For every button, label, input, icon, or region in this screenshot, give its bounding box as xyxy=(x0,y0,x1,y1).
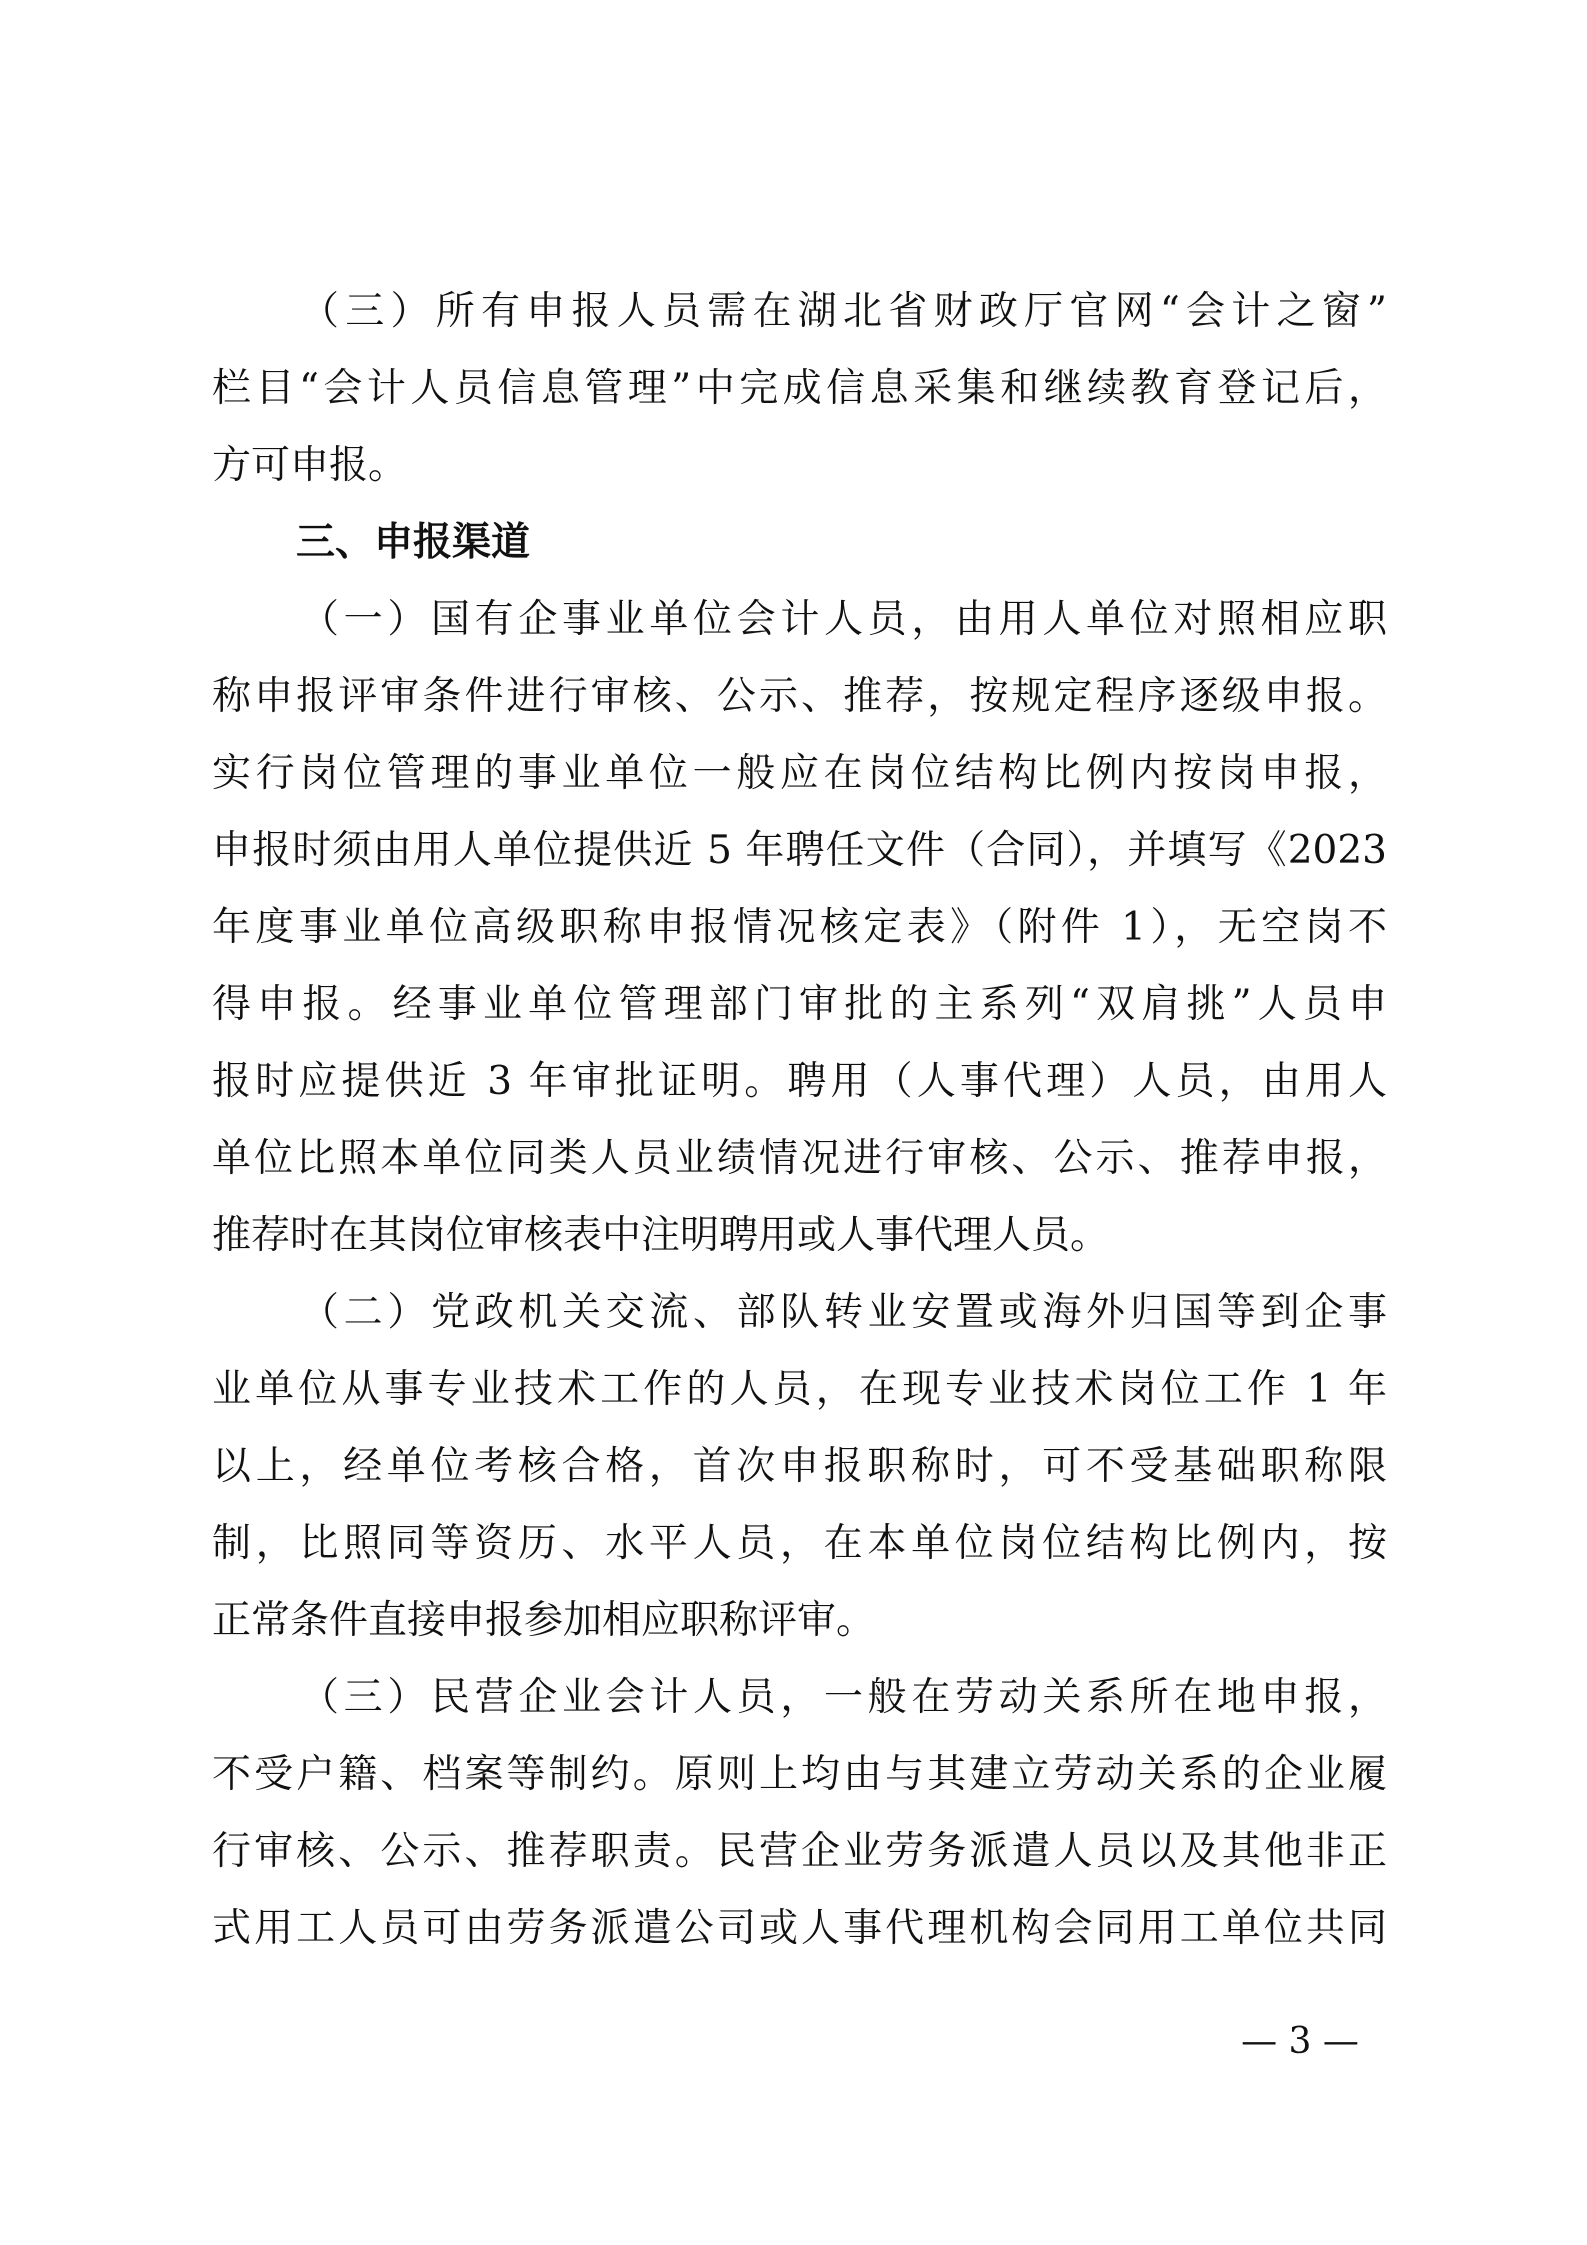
section-3-paragraph-2-line-3: 以上，经单位考核合格，首次申报职称时，可不受基础职称限 xyxy=(212,1444,1387,1489)
section-3-paragraph-3-line-1: （三）民营企业会计人员，一般在劳动关系所在地申报， xyxy=(300,1675,1387,1720)
section-3-paragraph-1-line-4: 申报时须由用人单位提供近 5 年聘任文件（合同），并填写《2023 xyxy=(212,828,1387,873)
section-3-paragraph-1-line-5: 年度事业单位高级职称申报情况核定表》（附件 1），无空岗不 xyxy=(212,905,1387,950)
paragraph-3-line-1: （三）所有申报人员需在湖北省财政厅官网“会计之窗” xyxy=(300,289,1387,334)
section-3-paragraph-3-line-3: 行审核、公示、推荐职责。民营企业劳务派遣人员以及其他非正 xyxy=(212,1829,1387,1874)
section-heading-3: 三、申报渠道 xyxy=(296,520,531,565)
paragraph-3-line-3: 方可申报。 xyxy=(212,443,408,488)
section-3-paragraph-1-line-8: 单位比照本单位同类人员业绩情况进行审核、公示、推荐申报， xyxy=(212,1136,1387,1181)
section-3-paragraph-1-line-3: 实行岗位管理的事业单位一般应在岗位结构比例内按岗申报， xyxy=(212,751,1387,796)
paragraph-3-line-2: 栏目“会计人员信息管理”中完成信息采集和继续教育登记后， xyxy=(212,366,1387,411)
page-number: — 3 — xyxy=(1241,2021,1359,2062)
section-3-paragraph-2-line-5: 正常条件直接申报参加相应职称评审。 xyxy=(212,1598,876,1643)
section-3-paragraph-1-line-7: 报时应提供近 3 年审批证明。聘用（人事代理）人员，由用人 xyxy=(212,1059,1387,1104)
section-3-paragraph-2-line-4: 制，比照同等资历、水平人员，在本单位岗位结构比例内，按 xyxy=(212,1521,1387,1566)
section-3-paragraph-2-line-2: 业单位从事专业技术工作的人员，在现专业技术岗位工作 1 年 xyxy=(212,1367,1387,1412)
section-3-paragraph-2-line-1: （二）党政机关交流、部队转业安置或海外归国等到企事 xyxy=(300,1290,1387,1335)
section-3-paragraph-1-line-1: （一）国有企事业单位会计人员，由用人单位对照相应职 xyxy=(300,597,1387,642)
section-3-paragraph-1-line-6: 得申报。经事业单位管理部门审批的主系列“双肩挑”人员申 xyxy=(212,982,1387,1027)
section-3-paragraph-1-line-9: 推荐时在其岗位审核表中注明聘用或人事代理人员。 xyxy=(212,1213,1110,1258)
section-3-paragraph-1-line-2: 称申报评审条件进行审核、公示、推荐，按规定程序逐级申报。 xyxy=(212,674,1387,719)
section-3-paragraph-3-line-2: 不受户籍、档案等制约。原则上均由与其建立劳动关系的企业履 xyxy=(212,1752,1387,1797)
section-3-paragraph-3-line-4: 式用工人员可由劳务派遣公司或人事代理机构会同用工单位共同 xyxy=(212,1906,1387,1951)
